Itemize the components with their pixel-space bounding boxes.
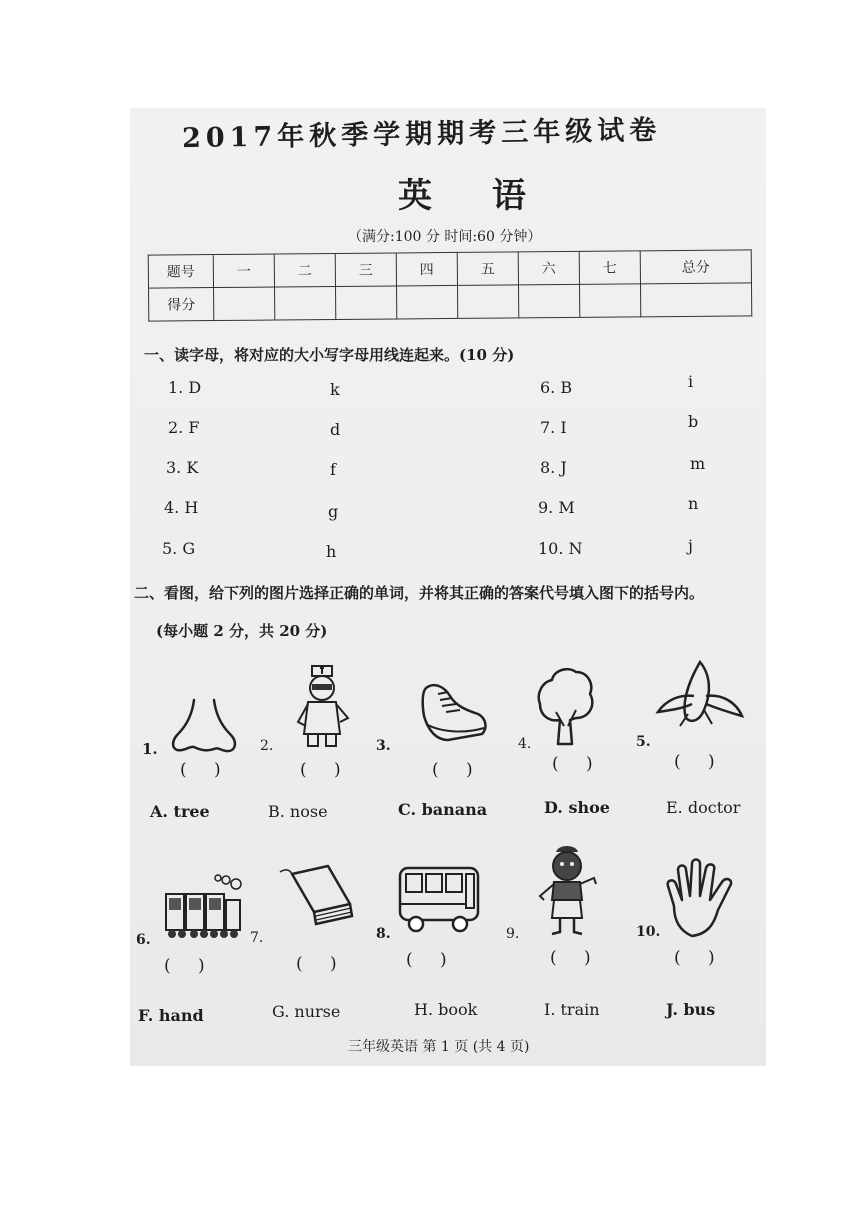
answer-blank[interactable]: ( ) (300, 760, 341, 780)
answer-blank[interactable]: ( ) (674, 752, 715, 772)
match-item[interactable] (168, 378, 201, 397)
item-number: 7. (540, 418, 556, 437)
answer-blank[interactable]: ( ) (406, 950, 447, 970)
item-number: 9. (538, 498, 554, 517)
match-item[interactable] (538, 498, 575, 517)
lowercase-letter[interactable]: f (330, 460, 336, 479)
section2-heading: 二、看图，给下列的图片选择正确的单词，并将其正确的答案代号填入图下的括号内。 (134, 584, 705, 602)
answer-blank[interactable]: ( ) (552, 754, 593, 774)
word-option: F. hand (138, 1006, 204, 1025)
uppercase-letter: F (188, 418, 200, 437)
match-item[interactable] (162, 539, 195, 558)
nurse-icon (532, 842, 602, 938)
subject-title: 英 语 (398, 176, 550, 216)
nose-icon (168, 696, 240, 756)
lowercase-letter[interactable]: h (326, 542, 337, 561)
lowercase-letter[interactable]: b (688, 412, 699, 431)
item-number: 8. (540, 458, 556, 477)
picture-number: 5. (636, 734, 651, 750)
score-header-cell: 总分 (640, 250, 752, 284)
score-cell[interactable] (274, 286, 335, 320)
match-item[interactable] (538, 539, 583, 558)
answer-blank[interactable]: ( ) (296, 954, 337, 974)
score-header-cell: 七 (579, 251, 640, 285)
word-option: J. bus (666, 1000, 716, 1019)
bus-icon (396, 864, 482, 936)
lowercase-letter[interactable]: k (330, 380, 340, 399)
match-item[interactable] (164, 498, 198, 517)
word-option: H. book (414, 1000, 478, 1019)
score-row-label: 得分 (149, 288, 214, 322)
picture-number: 4. (518, 736, 532, 752)
score-cell[interactable] (457, 285, 518, 319)
item-number: 6. (540, 378, 556, 397)
uppercase-letter: J (560, 458, 567, 477)
page-footer: 三年级英语 第 1 页 (共 4 页) (348, 1039, 530, 1055)
uppercase-letter: B (560, 378, 573, 397)
answer-blank[interactable]: ( ) (432, 760, 473, 780)
item-number: 3. (166, 458, 182, 477)
item-number: 5. (162, 539, 178, 558)
answer-blank[interactable]: ( ) (180, 760, 221, 780)
word-option: E. doctor (666, 798, 741, 817)
banana-icon (654, 658, 746, 730)
uppercase-letter: D (188, 378, 202, 397)
shoe-icon (420, 680, 490, 744)
exam-meta: （满分:100 分 时间:60 分钟） (348, 229, 542, 245)
score-header-cell: 四 (396, 252, 457, 286)
word-option: B. nose (268, 802, 328, 821)
match-item[interactable] (168, 418, 199, 437)
word-option: I. train (544, 1000, 600, 1019)
picture-number: 6. (136, 932, 151, 948)
match-item[interactable] (166, 458, 198, 477)
lowercase-letter[interactable]: i (688, 372, 694, 391)
score-table (148, 249, 753, 321)
score-header-cell: 题号 (148, 255, 213, 289)
picture-number: 8. (376, 926, 391, 942)
uppercase-letter: M (558, 498, 575, 517)
picture-number: 7. (250, 930, 264, 946)
word-option: A. tree (150, 802, 210, 821)
word-option: D. shoe (544, 798, 610, 817)
answer-blank[interactable]: ( ) (164, 956, 205, 976)
score-cell[interactable] (579, 284, 640, 318)
score-table-score-row (149, 283, 752, 321)
item-number: 10. (538, 539, 564, 558)
score-header-cell: 一 (213, 254, 274, 288)
uppercase-letter: K (186, 458, 199, 477)
word-option: C. banana (398, 800, 488, 819)
score-table-header-row (148, 250, 751, 288)
picture-number: 2. (260, 738, 274, 754)
match-item[interactable] (540, 418, 567, 437)
uppercase-letter: I (560, 418, 567, 437)
item-number: 2. (168, 418, 184, 437)
score-cell[interactable] (214, 287, 275, 321)
score-header-cell: 六 (518, 251, 579, 285)
answer-blank[interactable]: ( ) (674, 948, 715, 968)
picture-number: 3. (376, 738, 391, 754)
score-cell[interactable] (396, 285, 457, 319)
score-cell[interactable] (518, 284, 579, 318)
score-header-cell: 二 (274, 254, 335, 288)
score-cell[interactable] (640, 283, 752, 317)
score-header-cell: 三 (335, 253, 396, 287)
lowercase-letter[interactable]: j (688, 536, 693, 555)
word-option: G. nurse (272, 1002, 341, 1021)
exam-title: 2017年秋季学期期考三年级试卷 (181, 114, 662, 155)
picture-number: 1. (142, 740, 158, 758)
lowercase-letter[interactable]: n (688, 494, 699, 513)
train-icon (160, 866, 246, 940)
exam-paper (130, 108, 766, 1066)
uppercase-letter: G (182, 539, 196, 558)
tree-icon (534, 664, 598, 748)
picture-number: 9. (506, 926, 520, 942)
uppercase-letter: H (184, 498, 199, 517)
uppercase-letter: N (568, 539, 583, 558)
lowercase-letter[interactable]: g (328, 502, 339, 521)
doctor-icon (292, 664, 354, 750)
score-cell[interactable] (335, 286, 396, 320)
score-header-cell: 五 (457, 252, 518, 286)
match-item[interactable] (540, 458, 567, 477)
item-number: 4. (164, 498, 180, 517)
book-icon (276, 864, 354, 946)
lowercase-letter[interactable]: m (690, 454, 706, 473)
section2-note: (每小题 2 分，共 20 分) (156, 622, 328, 640)
match-item[interactable] (540, 378, 572, 397)
section1-heading: 一、读字母，将对应的大小写字母用线连起来。(10 分) (144, 346, 515, 364)
item-number: 1. (168, 378, 184, 397)
hand-icon (662, 858, 744, 940)
picture-number: 10. (636, 924, 661, 940)
lowercase-letter[interactable]: d (330, 420, 341, 439)
answer-blank[interactable]: ( ) (550, 948, 591, 968)
